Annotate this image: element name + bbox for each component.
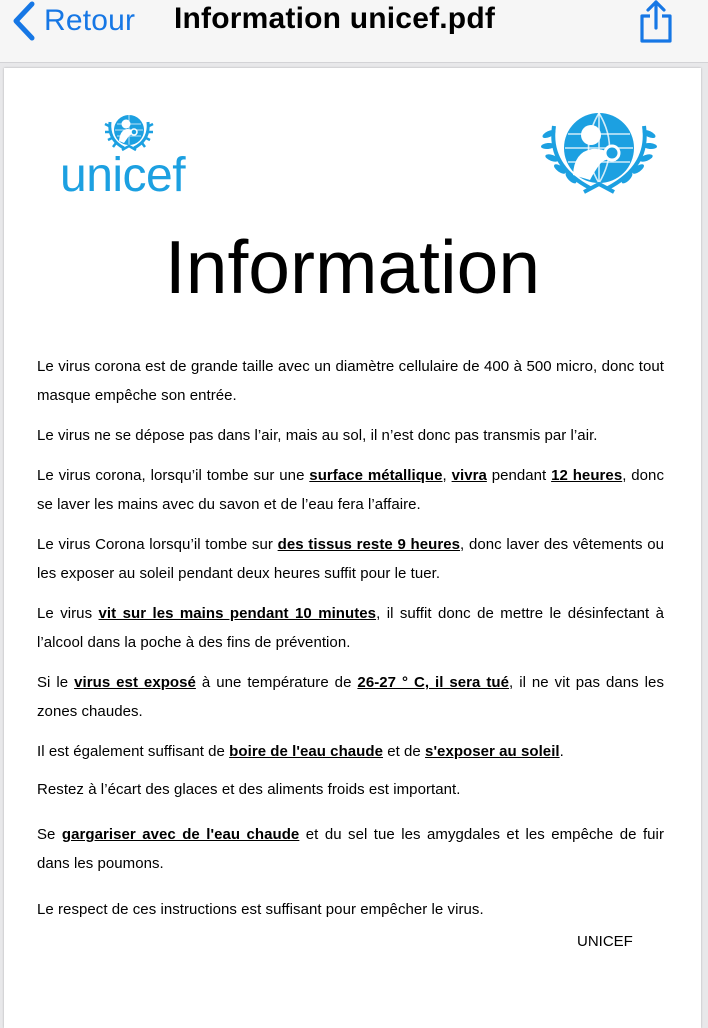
paragraph-text: Le virus Corona lorsqu’il tombe sur <box>37 536 278 553</box>
paragraph <box>37 737 664 766</box>
paragraph-text: Le virus corona est de grande taille avec un diamètre cellulaire de 400 à 500 micro, donc tout masque empêche son entrée. <box>37 358 664 404</box>
paragraph-text: Restez à l’écart des glaces et des aliments froids est important. <box>37 781 461 798</box>
paragraph <box>37 421 664 450</box>
pdf-page <box>4 68 701 1028</box>
paragraph-text: , il suffit donc de mettre le désinfectant à l’alcool dans la poche à des fins de prévention. <box>37 605 664 651</box>
paragraph-text: Le virus <box>37 605 99 622</box>
emphasis-text: virus est exposé <box>74 674 196 691</box>
paragraph <box>37 352 664 410</box>
paragraph-text: , donc laver des vêtements ou les exposer au soleil pendant deux heures suffit pour le tuer. <box>37 536 664 582</box>
document-body <box>37 352 664 924</box>
unicef-wordmark: unicef <box>60 149 186 202</box>
paragraph-text: pendant <box>486 467 552 484</box>
paragraph-text: Si le <box>37 674 75 691</box>
emphasis-text: gargariser avec de l'eau chaude <box>61 826 300 843</box>
paragraph-text: à une température de <box>195 674 358 691</box>
emphasis-text: boire de l'eau chaude <box>229 743 383 760</box>
unicef-emblem-icon <box>540 183 658 200</box>
paragraph-text: . <box>559 743 564 760</box>
paragraph-text: Il est également suffisant de <box>37 743 230 760</box>
paragraph-text: Le virus corona, lorsqu’il tombe sur une <box>37 467 310 484</box>
paragraph <box>37 820 664 878</box>
unicef-logo <box>60 110 190 202</box>
back-label: Retour <box>44 4 136 37</box>
paragraph-text: et du sel tue les amygdales et les empêche de fuir dans les poumons. <box>37 826 664 872</box>
paragraph <box>37 461 664 519</box>
emphasis-text: s'exposer au soleil <box>425 743 560 760</box>
navigation-bar <box>0 0 708 63</box>
document-heading: Information <box>164 225 541 309</box>
paragraph-text: et de <box>383 743 426 760</box>
paragraph-text: Le virus ne se dépose pas dans l’air, mais au sol, il n’est donc pas transmis par l’air. <box>37 427 598 444</box>
emphasis-text: surface métallique <box>309 467 443 484</box>
paragraph <box>37 599 664 657</box>
paragraph <box>37 895 664 924</box>
emphasis-text: 12 heures <box>551 467 623 484</box>
paragraph-text: Le respect de ces instructions est suffisant pour empêcher le virus. <box>37 901 484 918</box>
emphasis-text: vit sur les mains pendant 10 minutes <box>98 605 377 622</box>
unicef-emblem <box>540 108 658 201</box>
paragraph-text: , il ne vit pas dans les zones chaudes. <box>37 674 665 720</box>
paragraph-text: , <box>442 467 452 484</box>
paragraph-text: Se <box>37 826 62 843</box>
share-icon <box>636 0 676 44</box>
signature: UNICEF <box>577 933 633 950</box>
chevron-left-icon <box>12 1 36 41</box>
emphasis-text: des tissus reste 9 heures <box>277 536 461 553</box>
back-button[interactable] <box>12 0 135 42</box>
paragraph <box>37 775 664 804</box>
share-button[interactable] <box>636 0 676 44</box>
paragraph <box>37 530 664 588</box>
paragraph <box>37 668 664 726</box>
document-title: Information unicef.pdf <box>174 2 496 35</box>
emphasis-text: vivra <box>451 467 487 484</box>
paragraph-text: , donc se laver les mains avec du savon et de l’eau fera l’affaire. <box>37 467 664 513</box>
emphasis-text: 26-27 ° C, il sera tué <box>357 674 510 691</box>
